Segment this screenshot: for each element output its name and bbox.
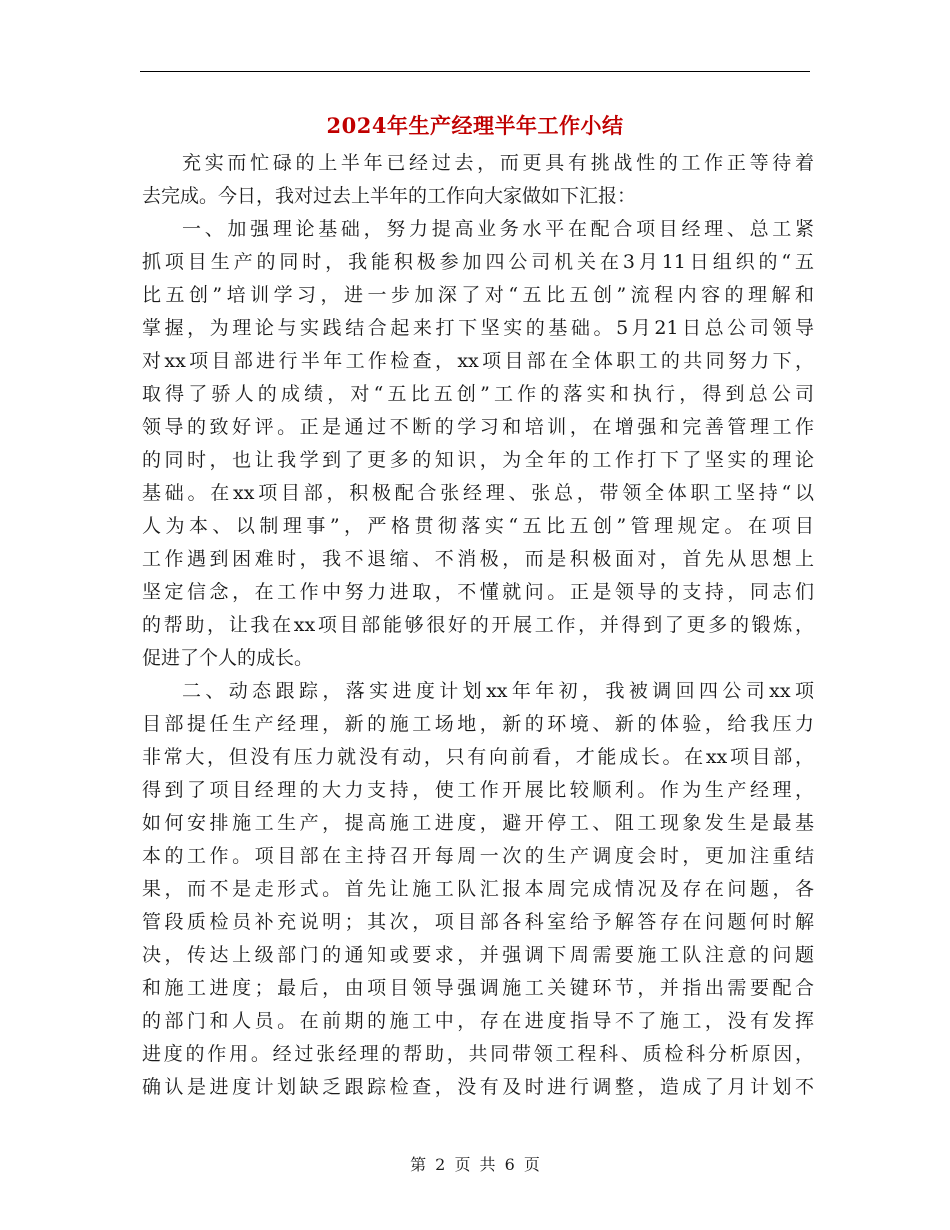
text-line: 取得了骄人的成绩，对“五比五创”工作的落实和执行，得到总公司 — [142, 383, 814, 405]
text-line: 管段质检员补充说明；其次，项目部各科室给予解答存在问题何时解 — [142, 911, 814, 933]
text-line: 人为本、以制理事”，严格贯彻落实“五比五创”管理规定。在项目 — [142, 515, 814, 537]
text-line: 非常大，但没有压力就没有动，只有向前看，才能成长。在xx项目部， — [142, 746, 814, 768]
text-line: 果，而不是走形式。首先让施工队汇报本周完成情况及存在问题，各 — [142, 878, 814, 900]
text-line: 比五创”培训学习，进一步加深了对“五比五创”流程内容的理解和 — [142, 284, 814, 306]
text-line: 的部门和人员。在前期的施工中，存在进度指导不了施工，没有发挥 — [142, 1010, 814, 1032]
header-rule — [140, 71, 810, 72]
text-line: 工作遇到困难时，我不退缩、不消极，而是积极面对，首先从思想上 — [142, 548, 814, 570]
document-title: 2024年生产经理半年工作小结 — [326, 113, 624, 138]
text-line: 充实而忙碌的上半年已经过去，而更具有挑战性的工作正等待着 — [182, 152, 814, 174]
text-line: 的同时，也让我学到了更多的知识，为全年的工作打下了坚实的理论 — [142, 449, 814, 471]
text-line: 掌握，为理论与实践结合起来打下坚实的基础。5月21日总公司领导 — [142, 317, 814, 339]
text-line: 一、加强理论基础，努力提高业务水平在配合项目经理、总工紧 — [182, 218, 814, 240]
page-footer: 第 2 页 共 6 页 — [410, 1155, 540, 1174]
text-line: 对xx项目部进行半年工作检查，xx项目部在全体职工的共同努力下， — [142, 350, 814, 372]
text-line: 目部提任生产经理，新的施工场地，新的环境、新的体验，给我压力 — [142, 713, 814, 735]
text-line: 坚定信念，在工作中努力进取，不懂就问。正是领导的支持，同志们 — [142, 581, 814, 603]
text-line: 本的工作。项目部在主持召开每周一次的生产调度会时，更加注重结 — [142, 845, 814, 867]
text-line: 促进了个人的成长。 — [142, 647, 314, 669]
text-line: 决，传达上级部门的通知或要求，并强调下周需要施工队注意的问题 — [142, 944, 814, 966]
text-line: 基础。在xx项目部，积极配合张经理、张总，带领全体职工坚持“以 — [142, 482, 814, 504]
text-line: 领导的致好评。正是通过不断的学习和培训，在增强和完善管理工作 — [142, 416, 814, 438]
text-line: 抓项目生产的同时，我能积极参加四公司机关在3月11日组织的“五 — [142, 251, 814, 273]
text-line: 二、动态跟踪，落实进度计划xx年年初，我被调回四公司xx项 — [182, 680, 814, 702]
text-line: 确认是进度计划缺乏跟踪检查，没有及时进行调整，造成了月计划不 — [142, 1076, 814, 1098]
text-line: 去完成。今日，我对过去上半年的工作向大家做如下汇报： — [142, 185, 637, 207]
text-line: 得到了项目经理的大力支持，使工作开展比较顺利。作为生产经理， — [142, 779, 814, 801]
text-line: 的帮助，让我在xx项目部能够很好的开展工作，并得到了更多的锻炼， — [142, 614, 814, 636]
text-line: 进度的作用。经过张经理的帮助，共同带领工程科、质检科分析原因， — [142, 1043, 814, 1065]
text-line: 和施工进度；最后，由项目领导强调施工关键环节，并指出需要配合 — [142, 977, 814, 999]
document-body — [142, 147, 814, 1104]
text-line: 如何安排施工生产，提高施工进度，避开停工、阻工现象发生是最基 — [142, 812, 814, 834]
